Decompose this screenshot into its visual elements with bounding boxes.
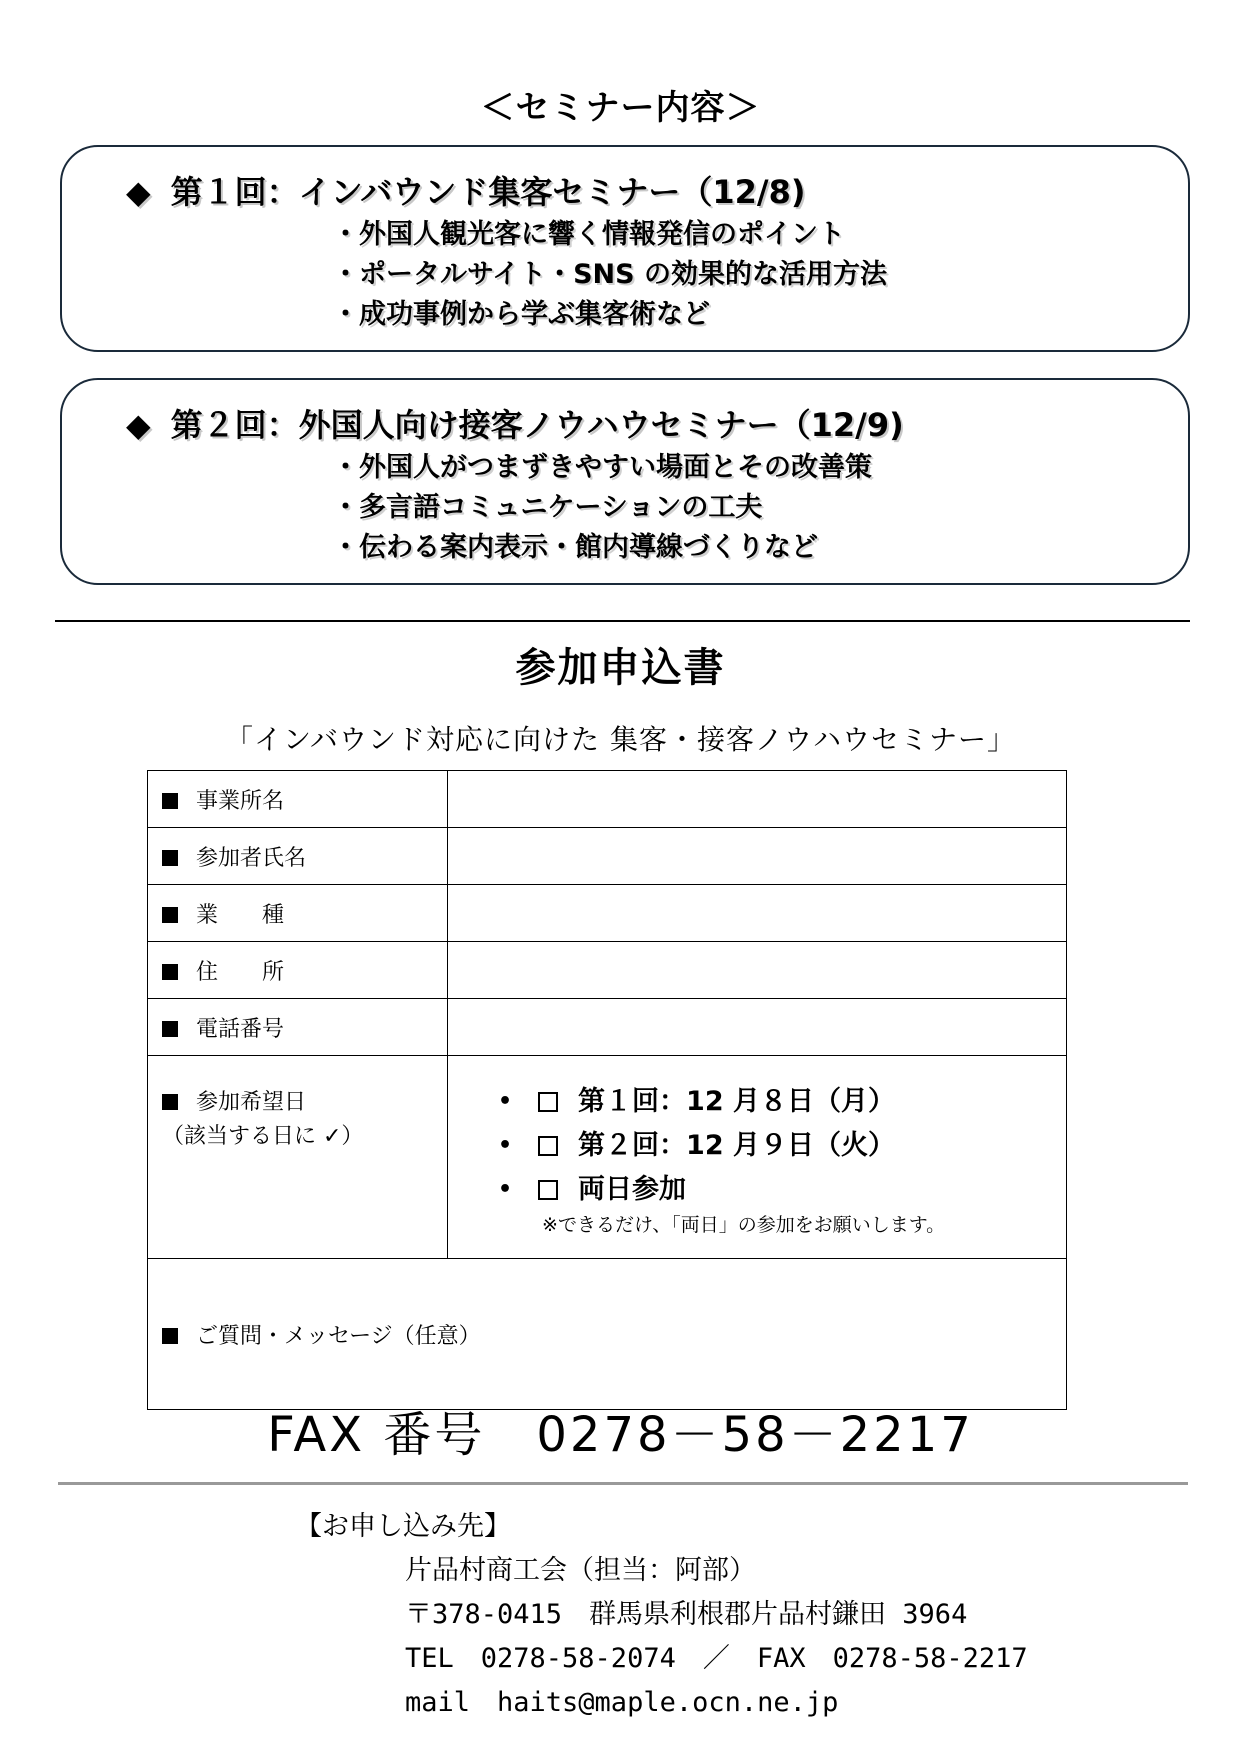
checkbox-icon[interactable] [538, 1136, 558, 1156]
session-2-points [332, 448, 872, 568]
contact-block [295, 1505, 1028, 1725]
session-1-point: ・外国人観光客に響く情報発信のポイント [332, 219, 845, 250]
participant-name-field[interactable] [448, 828, 1067, 885]
date-option-1[interactable]: • 第１回：12 月８日（月） [498, 1086, 896, 1117]
diamond-icon: ◆ [126, 406, 151, 444]
form-title: 参加申込書 [515, 645, 726, 691]
square-bullet-icon [162, 907, 178, 923]
address-field[interactable] [448, 942, 1067, 999]
field-label-date: 参加希望日 （該当する日に ✓） [148, 1056, 448, 1259]
application-form [147, 770, 1067, 1410]
field-label-industry: 業 種 [148, 885, 448, 942]
business-name-field[interactable] [448, 771, 1067, 828]
date-hint: （該当する日に ✓） [162, 1124, 364, 1149]
square-bullet-icon [162, 1328, 178, 1344]
date-options [448, 1056, 1067, 1259]
session-1-title: ◆ 第１回：インバウンド集客セミナー（12/8) [126, 173, 806, 211]
message-field[interactable] [148, 1259, 1067, 1410]
square-bullet-icon [162, 850, 178, 866]
session-2-point: ・外国人がつまずきやすい場面とその改善策 [332, 452, 872, 483]
field-label-business-name: 事業所名 [148, 771, 448, 828]
diamond-icon: ◆ [126, 173, 151, 211]
session-2-point: ・伝わる案内表示・館内導線づくりなど [332, 532, 818, 563]
message-label: ご質問・メッセージ（任意） [196, 1323, 481, 1349]
field-label-address: 住 所 [148, 942, 448, 999]
checkbox-icon[interactable] [538, 1180, 558, 1200]
phone-field[interactable] [448, 999, 1067, 1056]
fax-number: FAX 番号 0278－58－2217 [267, 1407, 974, 1463]
date-option-both[interactable]: • 両日参加 [498, 1174, 687, 1205]
checkbox-icon[interactable] [538, 1092, 558, 1112]
session-1-point: ・成功事例から学ぶ集客術など [332, 299, 710, 330]
session-2-title: ◆ 第２回：外国人向け接客ノウハウセミナー（12/9) [126, 406, 904, 444]
divider [55, 620, 1190, 622]
contact-phones: TEL 0278-58-2074 ／ FAX 0278-58-2217 [405, 1643, 1028, 1674]
seminar-heading: ＜セミナー内容＞ [480, 88, 761, 128]
industry-field[interactable] [448, 885, 1067, 942]
square-bullet-icon [162, 1021, 178, 1037]
contact-address: 〒378-0415 群馬県利根郡片品村鎌田 3964 [405, 1599, 968, 1630]
contact-org: 片品村商工会（担当：阿部） [405, 1555, 756, 1586]
field-label-phone: 電話番号 [148, 999, 448, 1056]
session-1-box [60, 145, 1190, 352]
square-bullet-icon [162, 964, 178, 980]
square-bullet-icon [162, 793, 178, 809]
form-subtitle: 「インバウンド対応に向けた 集客・接客ノウハウセミナー」 [225, 723, 1016, 756]
date-option-2[interactable]: • 第２回：12 月９日（火） [498, 1130, 896, 1161]
divider [58, 1482, 1188, 1485]
square-bullet-icon [162, 1094, 178, 1110]
field-label-participant-name: 参加者氏名 [148, 828, 448, 885]
contact-heading: 【お申し込み先】 [295, 1511, 511, 1542]
session-1-points [332, 215, 887, 335]
session-2-box [60, 378, 1190, 585]
contact-mail[interactable]: mail haits@maple.ocn.ne.jp [405, 1687, 839, 1718]
session-2-point: ・多言語コミュニケーションの工夫 [332, 492, 763, 523]
session-1-point: ・ポータルサイト・SNS の効果的な活用方法 [332, 259, 887, 290]
date-note: ※できるだけ、「両日」の参加をお願いします。 [542, 1214, 946, 1236]
